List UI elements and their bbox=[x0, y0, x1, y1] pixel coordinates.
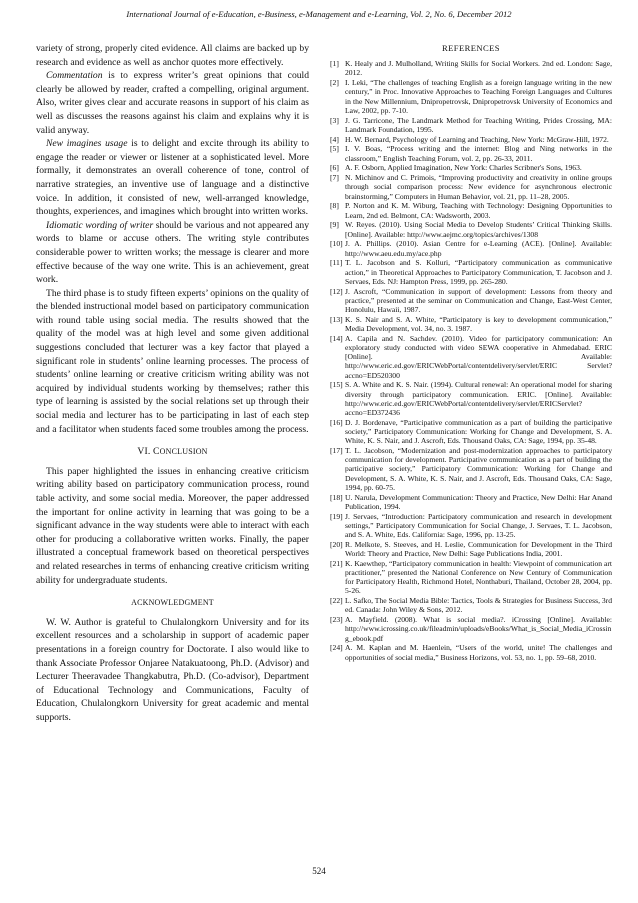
reference-item bbox=[330, 144, 612, 162]
reference-number: [23] bbox=[330, 615, 343, 625]
reference-item bbox=[330, 315, 612, 333]
paragraph-new-imagines bbox=[36, 137, 309, 219]
reference-number: [24] bbox=[330, 643, 343, 653]
reference-text: P. Norton and K. M. Wiburg, Teaching with Technology: Designing Opportunities to Learn, 2nd ed. Belmont, CA: Wadsworth, 2003. bbox=[345, 201, 612, 220]
reference-number: [7] bbox=[330, 173, 339, 183]
reference-text: A. F. Osborn, Applied Imagination, New York: Charles Scribner's Sons, 1963. bbox=[345, 163, 582, 173]
reference-text: A. Mayfield. (2008). What is social media?. iCrossing [Online]. Available: http://www.icrossing.co.uk/fileadmin/uploads/eBooks/What_is_Social_Media_iCrossing_ebook.pdf bbox=[345, 615, 612, 643]
reference-text: N. Michinov and C. Primois, “Improving productivity and creativity in online groups through social comparison process: New evidence for asynchronous electronic brainstorming,” Computers in Human Behavior, vol. 21, pp. 11–28, 2005. bbox=[345, 173, 612, 201]
reference-item bbox=[330, 163, 612, 172]
reference-number: [3] bbox=[330, 115, 339, 125]
reference-item bbox=[330, 258, 612, 286]
reference-text: H. W. Bernard, Psychology of Learning and Teaching, New York: McGraw-Hill, 1972. bbox=[345, 134, 609, 144]
reference-text: U. Narula, Development Communication: Theory and Practice, New Delhi: Har Anand Publication, 1994. bbox=[345, 492, 612, 511]
reference-text: J. Ascroft, “Communication in support of development: Lessons from theory and practice,” presented at the seminar on Communication and Change, East-West Center, Honolulu, Hawaii, 1987. bbox=[345, 286, 612, 315]
reference-item bbox=[330, 559, 612, 596]
reference-text: K. Healy and J. Mulholland, Writing Skills for Social Workers. 2nd ed. London: Sage, 2012. bbox=[345, 59, 612, 78]
reference-text: J. Servaes, “Introduction: Participatory communication and research in development settings,” Participatory Communication for Social Change, J. Servaes, T. L. Jacobson, and S. A. White, Eds. California: Sage, 1996, pp. 13-25. bbox=[345, 511, 612, 540]
reference-text: R. Melkote, S. Steeves, and H. Leslie, Communication for Development in the Third World: Theory and Practice, New Delhi: Sage Publications India, 2001. bbox=[345, 539, 612, 559]
reference-text: A. Capila and N. Sachdev. (2010). Video for participatory communication: An exploratory study conducted with video SEWA cooperative in Ahmedabad. ERIC [Online]. Available: http://www.eric.ed.gov/ERICWebPortal/contentdelivery/servlet/ERIC Servlet?accno=ED520300 bbox=[345, 333, 612, 380]
term-commentation: Commentation bbox=[46, 70, 103, 82]
reference-number: [16] bbox=[330, 417, 343, 427]
reference-text: K. Kaewthep, “Participatory communication in health: Viewpoint of communication art practitioner,” presented the National Conference on New Century of Communication for Participatory Health, Richmond Hotel, Nonthaburi, Thailand, October 28, 2004, pp. 5-26. bbox=[345, 558, 612, 596]
reference-item bbox=[330, 615, 612, 643]
reference-number: [14] bbox=[330, 333, 343, 343]
reference-number: [19] bbox=[330, 511, 343, 521]
reference-item bbox=[330, 173, 612, 201]
journal-header: International Journal of e-Education, e-Business, e-Management and e-Learning, Vol. 2, No. 6, December 2012 bbox=[126, 9, 512, 19]
reference-number: [4] bbox=[330, 134, 339, 144]
reference-item bbox=[330, 512, 612, 540]
reference-number: [21] bbox=[330, 558, 343, 568]
reference-item bbox=[330, 493, 612, 511]
paragraph-idiomatic bbox=[36, 219, 309, 287]
reference-number: [1] bbox=[330, 59, 339, 69]
reference-text: D. J. Bordenave, “Participative communication as a part of building the participative society,” Participatory Communication: Working for Change and Development, S. A. White, K. S. Nair, and J. Ascroft, Eds. Thousand Oaks, CA: Sage, 1994, pp. 35-48. bbox=[345, 417, 612, 446]
references-heading: REFERENCES bbox=[442, 43, 500, 53]
left-column bbox=[36, 42, 309, 725]
section-title: ONCLUSION bbox=[159, 447, 208, 457]
reference-item bbox=[330, 287, 612, 315]
reference-number: [17] bbox=[330, 446, 343, 456]
reference-number: [12] bbox=[330, 286, 343, 296]
term-new-imagines: New imagines usage bbox=[46, 138, 128, 150]
reference-number: [15] bbox=[330, 380, 343, 390]
reference-number: [22] bbox=[330, 596, 343, 606]
term-idiomatic: Idiomatic wording of writer bbox=[46, 219, 154, 231]
paragraph-commentation-text: is to express writer’s great opinions that could clearly be allowed by reader, crafted a compelling, original argument. Also, writer gives clear and accurate reasons in support of his claim as well as discusses the reasons against his claim and explains why it is valid anyway. bbox=[36, 70, 309, 136]
reference-item bbox=[330, 59, 612, 77]
section-number: VI. C bbox=[137, 446, 160, 458]
paragraph-continued: variety of strong, properly cited evidence. All claims are backed up by research and evidence as well as anchor quotes more effectively. bbox=[36, 43, 309, 68]
page-number: 524 bbox=[312, 866, 326, 876]
reference-list bbox=[330, 59, 612, 662]
reference-number: [13] bbox=[330, 314, 343, 324]
reference-text: T. L. Jacobson, “Modernization and post-modernization approaches to participatory communication for development. Participative communication as a part of building the participative society,” Participatory Communication: Working for Change and Development, S. A. White, K. S. Nair, and J. Ascroft, Eds. Thousand Oaks, CA: Sage, 1994, pp. 60-75. bbox=[345, 446, 612, 492]
section-heading-acknowledgment: ACKNOWLEDGMENT bbox=[131, 598, 214, 608]
reference-number: [11] bbox=[330, 258, 343, 268]
reference-number: [8] bbox=[330, 201, 339, 211]
reference-item bbox=[330, 220, 612, 238]
paragraph-commentation bbox=[36, 69, 309, 137]
reference-number: [5] bbox=[330, 144, 339, 154]
reference-item bbox=[330, 239, 612, 257]
paragraph-conclusion: This paper highlighted the issues in enhancing creative criticism writing ability based on participatory communication process, round table activity, and some social media. Moreover, the paper addressed the important for online activity in learning that was going to be a significant advance in the way students were able to interact with each other for producing a collaborative written works. Finally, the paper illustrated a conceptual framework based on theoretical perspectives and related researches in terms of enhancing creative criticism writing ability for undergraduate students. bbox=[36, 465, 309, 586]
reference-item bbox=[330, 418, 612, 446]
reference-text: I. Leki, “The challenges of teaching English as a foreign language writing in the new century,” in Proc. Innovative Approaches to Teaching Foreign Languages and Cultures in the New Millennium, Dnipropetrovsk, Dnipropetrovsk University of Economics and Law, 2002, pp. 7-10. bbox=[345, 78, 612, 115]
section-heading-conclusion bbox=[36, 445, 309, 459]
reference-number: [20] bbox=[330, 539, 343, 549]
reference-text: T. L. Jacobson and S. Kolluri, “Participatory communication as communicative action,” in Theoretical Approaches to Participatory Communication, T. Jacobson and J. Servaes, Eds. NJ: Hampton Press, 1999, pp. 265-280. bbox=[345, 258, 612, 286]
paragraph-acknowledgment: W. W. Author is grateful to Chulalongkorn University and for its excellent resources and a scholarship in support of academic paper presentations in a foreign country for Doctorate. I also would like to thank Associate Professor Onjaree Natakuatoong, Ph.D. (Advisor) and Lecturer Theeravadee Thangkabutra, Ph.D. (Co-advisor), Department of Educational Technology and Communications, Faculty of Education, Chulalongkorn University for great academic and mental supports. bbox=[36, 616, 309, 723]
reference-number: [10] bbox=[330, 239, 343, 249]
reference-item bbox=[330, 116, 612, 134]
reference-item bbox=[330, 78, 612, 115]
reference-text: W. Reyes. (2010). Using Social Media to Develop Students’ Critical Thinking Skills. [Online]. Available: http://www.aejmc.org/topics/archives/1308 bbox=[345, 220, 612, 239]
reference-item bbox=[330, 334, 612, 380]
reference-text: L. Safko, The Social Media Bible: Tactics, Tools & Strategies for Business Success, 3rd ed. Canada: John Wiley & Sons, 2012. bbox=[345, 596, 612, 615]
reference-text: J. A. Phillips. (2010). Asian Centre for e-Learning (ACE). [Online]. Available: http://www.aeu.edu.my/ace.php bbox=[345, 239, 612, 258]
reference-text: A. M. Kaplan and M. Haenlein, “Users of the world, unite! The challenges and opportunities of social media,” Business Horizons, vol. 53, no. 1, pp. 59–68, 2010. bbox=[345, 643, 612, 662]
reference-item bbox=[330, 380, 612, 417]
paragraph-new-imagines-text: is to delight and excite through its ability to engage the reader or viewer or listener at a sophisticated level. More formally, it demonstrates an overall coherence of tone, control of narrative strategies, an inventive use of language and a distinctive voice. In addition, it consisted of new, well-arranged knowledge, thoughts, experiences, and imagines which brought into written works. bbox=[36, 138, 309, 218]
reference-number: [18] bbox=[330, 492, 343, 502]
reference-text: K. S. Nair and S. A. White, “Participatory is key to development communication,” Media Development, vol. 34, no. 3. 1987. bbox=[345, 314, 612, 334]
reference-item bbox=[330, 540, 612, 558]
reference-text: I. V. Boas, “Process writing and the internet: Blog and Ning networks in the classroom,” English Teaching Forum, vol. 2, pp. 26-33, 2011. bbox=[345, 144, 612, 163]
paragraph-idiomatic-text: should be various and not appeared any words to blame or accuse others. The writing style contributes considerable power to written works; the message is clearer and more effective because of the way one write. This is an achievement, great work. bbox=[36, 219, 309, 286]
reference-number: [9] bbox=[330, 220, 339, 230]
reference-item bbox=[330, 135, 612, 144]
paragraph-third-phase: The third phase is to study fifteen experts’ opinions on the quality of the blended instructional model based on participatory communication with round table using social media. The results showed that the quality of the model was at high level and some given additional suggestions concluded that lecturer was a key factor that played a significant role in students’ online learning processes. The process of students’ online learning or creative criticism writing ability was not acquired by individual students working by themselves; rather this type of learning is assisted by the social relations set up through their social media and lecturer has to be participating in last of each step and a facilitator when students faced some troubles among the process. bbox=[36, 287, 309, 435]
reference-text: S. A. White and K. S. Nair. (1994). Cultural renewal: An operational model for sharing diversity through participatory communication. ERIC. [Online]. Available: http://www.eric.ed.gov/ERICWebPortal/contentdelivery/servlet/ERICServlet?accno=ED372436 bbox=[345, 380, 612, 418]
reference-number: [6] bbox=[330, 163, 339, 173]
reference-item bbox=[330, 596, 612, 614]
references-column bbox=[330, 42, 612, 662]
reference-item bbox=[330, 446, 612, 492]
reference-text: J. G. Tarricone, The Landmark Method for Teaching Writing, Prides Crossing, MA: Landmark Foundation, 1995. bbox=[345, 115, 612, 134]
reference-item bbox=[330, 201, 612, 219]
reference-item bbox=[330, 643, 612, 661]
reference-number: [2] bbox=[330, 78, 339, 88]
